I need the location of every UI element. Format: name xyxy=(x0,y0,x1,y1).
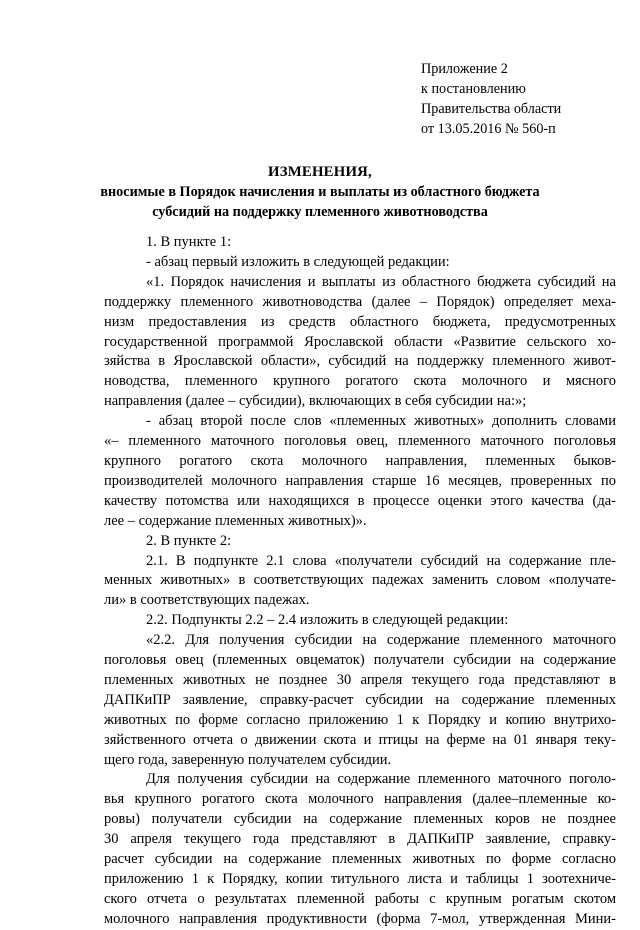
body-line: расчет субсидии на содержание племенных животных по форме согласно xyxy=(104,851,616,868)
body-line: 1. В пункте 1: xyxy=(146,234,232,250)
body-line: Для получения субсидии на содержание племенного маточного поголо- xyxy=(146,771,616,788)
body-line: 2. В пункте 2: xyxy=(146,532,232,549)
body-line: зяйства в Ярославской области», субсидий на поддержку племенного живот- xyxy=(104,353,616,370)
document-title xyxy=(90,162,550,222)
body-line: ДАПКиПР заявление, справку-расчет субсидии на содержание племенных xyxy=(104,691,616,708)
body-line: «– племенного маточного поголовья овец, племенного маточного поголовья xyxy=(104,433,616,450)
body-line: лее – содержание племенных животных)». xyxy=(104,512,367,529)
body-line: поддержку племенного животноводства (далее – Порядок) определяет меха- xyxy=(104,293,616,310)
body-line: крупного рогатого скота молочного направления, племенных быков- xyxy=(104,452,616,469)
appendix-line: Приложение 2 xyxy=(421,61,508,77)
body-line: молочного направления продуктивности (форма 7-мол, утвержденная Мини- xyxy=(104,910,616,927)
body-line: ского отчета о результатах племенной работы с крупным рогатым скотом xyxy=(104,890,616,907)
body-line: качеству потомства или находящихся в процессе оценки этого качества (да- xyxy=(104,492,616,509)
body-line: производителей молочного направления старше 16 месяцев, проверенных по xyxy=(104,472,616,489)
body-line: менных животных» в соответствующих падежах заменить словом «получате- xyxy=(104,572,616,589)
title-subtitle-line: вносимые в Порядок начисления и выплаты из областного бюджета xyxy=(100,184,540,200)
body-line: поголовья овец (племенных овцематок) получатели субсидии на содержание xyxy=(104,652,616,669)
document-body xyxy=(104,233,616,930)
body-line: племенных животных не позднее 30 апреля текущего года представляют в xyxy=(104,671,616,688)
body-line: государственной программой Ярославской области «Развитие сельского хо- xyxy=(104,333,616,350)
body-line: низм предоставления из средств областного бюджета, предусмотренных xyxy=(104,313,616,330)
body-line: - абзац первый изложить в следующей редакции: xyxy=(146,253,450,270)
appendix-line: Правительства области xyxy=(421,101,562,117)
title-main: ИЗМЕНЕНИЯ, xyxy=(268,164,372,180)
body-line: зяйственного отчета о движении скота и птицы на ферме на 01 января теку- xyxy=(104,731,616,748)
body-line: - абзац второй после слов «племенных животных» дополнить словами xyxy=(146,413,616,430)
body-line: приложению 1 к Порядку, копии титульного листа и таблицы 1 зоотехниче- xyxy=(104,871,616,887)
body-line: ровы) получатели субсидии на содержание племенных коров не позднее xyxy=(104,811,616,828)
body-line: 30 апреля текущего года представляют в ДАПКиПР заявление, справку- xyxy=(104,831,616,848)
body-line: вья крупного рогатого скота молочного направления (далее–племенные ко- xyxy=(104,791,616,808)
body-line: «2.2. Для получения субсидии на содержание племенного маточного xyxy=(146,632,616,649)
appendix-line: от 13.05.2016 № 560-п xyxy=(421,121,556,137)
body-line: направления (далее – субсидии), включающих в себя субсидии на:»; xyxy=(104,393,527,410)
body-line: 2.1. В подпункте 2.1 слова «получатели субсидий на содержание пле- xyxy=(146,552,616,569)
body-line: щего года, заверенную получателем субсидии. xyxy=(104,751,392,768)
body-line: 2.2. Подпункты 2.2 – 2.4 изложить в следующей редакции: xyxy=(146,612,509,629)
appendix-line: к постановлению xyxy=(421,81,526,97)
appendix-header xyxy=(421,59,621,139)
body-line: ли» в соответствующих падежах. xyxy=(104,592,310,609)
title-subtitle-line: субсидий на поддержку племенного животноводства xyxy=(152,204,488,220)
body-line: «1. Порядок начисления и выплаты из областного бюджета субсидий на xyxy=(146,273,616,290)
body-line: новодства, племенного крупного рогатого скота молочного и мясного xyxy=(104,373,616,390)
body-line: животных по форме согласно приложению 1 к Порядку и копию внутрихо- xyxy=(104,711,616,728)
